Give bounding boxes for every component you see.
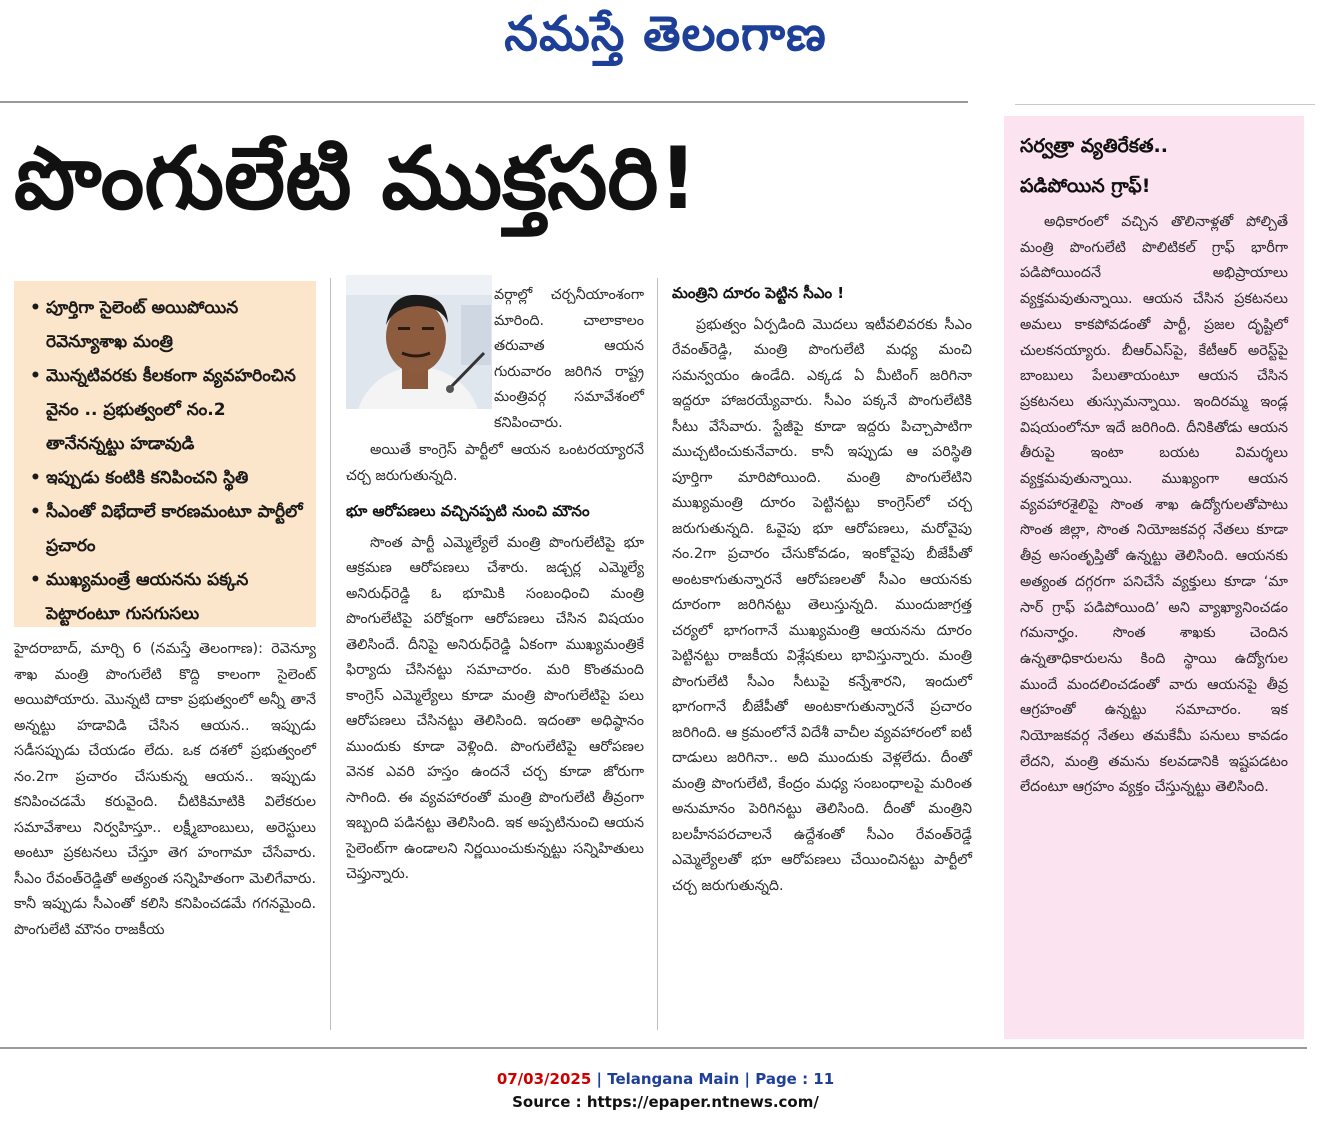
footer-date: 07/03/2025 xyxy=(496,1070,592,1088)
bullet-icon: • xyxy=(30,366,41,386)
article-column-3 xyxy=(672,281,972,899)
highlight-item xyxy=(30,359,306,461)
sidebar-heading-line-1: సర్వత్రా వ్యతిరేకత.. xyxy=(1020,135,1168,157)
headline: పొంగులేటి ముక్తసరి! xyxy=(14,129,698,229)
highlight-item xyxy=(30,461,306,495)
column-divider xyxy=(657,278,658,1030)
highlight-text: మొన్నటివరకు కీలకంగా వ్యవహరించిన వైనం .. ప్రభుత్వంలో నం.2 తానేనన్నట్టు హడావుడి xyxy=(46,366,296,454)
highlight-text: ఇప్పుడు కంటికి కనిపించని స్థితి xyxy=(46,468,249,488)
column-3-subheading: మంత్రిని దూరం పెట్టిన సీఎం ! xyxy=(672,284,845,302)
column-3-text: ప్రభుత్వం ఏర్పడింది మొదలు ఇటీవలివరకు సీఎం రేవంత్‌రెడ్డి, మంత్రి పొంగులేటి మధ్య మంచి సమన్వయం ఉండేది. ఎక్కడ ఏ మీటింగ్ జరిగినా ఇద్దరూ హాజరయ్యేవారు. సీఎం పక్కనే పొంగులేటికి సీటు వేసేవారు. స్టేజీపై కూడా ఇద్దరు పిచ్చాపాటిగా ముచ్చటించుకునేవారు. కానీ ఇప్పుడు ఆ పరిస్థితి పూర్తిగా మారిపోయింది. మంత్రి పొంగులేటిని ముఖ్యమంత్రి దూరం పెట్టినట్టు కాంగ్రెస్‌లో చర్చ జరుగుతున్నది. ఓవైపు భూ ఆరోపణలు, మరోవైపు నం.2గా ప్రచారం చేసుకోవడం, ఇంకోవైపు బీజేపీతో అంటకాగుతున్నారనే ఆరోపణలతో సీఎం ఆయనకు దూరంగా జరిగినట్టు తెలుస్తున్నది. ముందుజాగ్రత్త చర్యలో భాగంగానే ముఖ్యమంత్రి ఆయనను దూరం పెట్టినట్టు రాజకీయ విశ్లేషకులు భావిస్తున్నారు. మంత్రి పొంగులేటి సీఎం సీటుపై కన్నేశారని, ఇందులో భాగంగానే బీజేపీతో అంటకాగుతున్నారనే ప్రచారం జరిగింది. ఆ క్రమంలోనే విదేశీ వాచీల వ్యవహారంలో ఐటీ దాడులు జరిగినా.. అది ముందుకు వెళ్లలేదు. దీంతో మంత్రి పొంగులేటి, కేంద్రం మధ్య సంబంధాలపై మరింత అనుమానం పెరిగినట్టు తెలిసింది. దీంతో మంత్రిని బలహీనపరచాలనే ఉద్దేశంతో సీఎం రేవంత్‌రెడ్డే ఎమ్మెల్యేలతో భూ ఆరోపణలు చేయించినట్టు పార్టీలో చర్చ జరుగుతున్నది. xyxy=(672,316,972,894)
footer xyxy=(0,1068,1331,1114)
bottom-rule xyxy=(0,1047,1307,1049)
bullet-icon: • xyxy=(30,468,41,488)
highlight-item xyxy=(30,563,306,631)
bullet-icon: • xyxy=(30,502,41,522)
column-2-paragraph: అయితే కాంగ్రెస్ పార్టీలో ఆయన ఒంటరయ్యారనే చర్చ జరుగుతున్నది. xyxy=(346,442,644,484)
column-2-text: సొంత పార్టీ ఎమ్మెల్యేలే మంత్రి పొంగులేటిపై భూ ఆక్రమణ ఆరోపణలు చేశారు. జడ్చర్ల ఎమ్మెల్యే అనిరుధ్‌రెడ్డి ఓ భూమికి సంబంధించి మంత్రి పొంగులేటిపై పరోక్షంగా ఆరోపణలు చేసిన విషయం తెలిసిందే. దీనిపై అనిరుధ్‌రెడ్డి ఏకంగా ముఖ్యమంత్రికే ఫిర్యాదు చేసినట్టు సమాచారం. మరి కొంతమంది కాంగ్రెస్ ఎమ్మెల్యేలు కూడా మంత్రి పొంగులేటిపై పలు ఆరోపణలు చేసినట్టు తెలిసింది. ఇదంతా అధిష్ఠానం ముందుకు కూడా వెళ్లింది. పొంగులేటిపై ఆరోపణల వెనక ఎవరి హస్తం ఉందనే చర్చ కూడా జోరుగా సాగింది. ఈ వ్యవహారంతో మంత్రి పొంగులేటి తీవ్రంగా ఇబ్బంది పడినట్టు తెలిసింది. ఇక అప్పటినుంచి ఆయన సైలెంట్‌గా ఉండాలని నిర్ణయించుకున్నట్టు సన్నిహితులు చెప్తున్నారు. xyxy=(346,534,644,882)
highlight-text: ముఖ్యమంత్రే ఆయనను పక్కన పెట్టారంటూ గుసగుసలు xyxy=(46,570,249,624)
column-1-text: హైదరాబాద్, మార్చి 6 (నమస్తే తెలంగాణ): రెవెన్యూ శాఖ మంత్రి పొంగులేటి కొద్ది కాలంగా సైలెంట్ అయిపోయారు. మొన్నటి దాకా ప్రభుత్వంలో అన్నీ తానే అన్నట్టు హడావిడి చేసిన ఆయన.. ఇప్పుడు సడీసప్పుడు చేయడం లేదు. ఒక దశలో ప్రభుత్వంలో నం.2గా ప్రచారం చేసుకున్న ఆయన.. ఇప్పుడు కనిపించడమే కరువైంది. చీటికిమాటికి విలేకరుల సమావేశాలు నిర్వహిస్తూ.. లక్ష్మీబాంబులు, అరెస్టులు అంటూ ప్రకటనలు చేస్తూ తెగ హంగామా చేసేవారు. సీఎం రేవంత్‌రెడ్డితో అత్యంత సన్నిహితంగా మెలిగేవారు. కానీ ఇప్పుడు సీఎంతో కలిసి కనిపించడమే గగనమైంది. పొంగులేటి మౌనం రాజకీయ xyxy=(14,641,316,938)
column-2-intro: వర్గాల్లో చర్చనీయాంశంగా మారింది. చాలాకాలం తరువాత ఆయన గురువారం జరిగిన రాష్ట్ర మంత్రివర్గ సమావేశంలో కనిపించారు. xyxy=(494,287,644,431)
column-divider xyxy=(330,278,331,1030)
footer-edition: | Telangana Main | Page : 11 xyxy=(596,1070,835,1088)
footer-source: Source : https://epaper.ntnews.com/ xyxy=(512,1093,819,1111)
article-column-1 xyxy=(14,637,316,943)
highlight-text: సీఎంతో విభేదాలే కారణమంటూ పార్టీలో ప్రచారం xyxy=(46,502,303,556)
top-rule xyxy=(0,101,968,103)
highlights-box xyxy=(14,281,316,627)
sidebar-text: అధికారంలో వచ్చిన తొలినాళ్లతో పోల్చితే మంత్రి పొంగులేటి పొలిటికల్ గ్రాఫ్ భారీగా పడిపోయిందనే అభిప్రాయాలు వ్యక్తమవుతున్నాయి. ఆయన చేసిన ప్రకటనలు అమలు కాకపోవడంతో పార్టీ, ప్రజల దృష్టిలో చులకనయ్యారు. బీఆర్‌ఎస్‌పై, కేటీఆర్ అరెస్ట్‌పై బాంబులు పేలుతాయంటూ ఆయన చేసిన ప్రకటనలు తుస్సుమన్నాయి. ఇందిరమ్మ ఇండ్ల విషయంలోనూ ఇదే జరిగింది. దీనికితోడు ఆయన తీరుపై ఇంటా బయట విమర్శలు వ్యక్తమవుతున్నాయి. ముఖ్యంగా ఆయన వ్యవహారశైలిపై సొంత శాఖ ఉద్యోగులతోపాటు సొంత జిల్లా, సొంత నియోజకవర్గ నేతలు కూడా తీవ్ర అసంతృప్తితో ఉన్నట్టు తెలిసింది. ఆయనకు అత్యంత దగ్గరగా పనిచేసే వ్యక్తులు కూడా ‘మా సార్ గ్రాఫ్ పడిపోయింది’ అని వ్యాఖ్యానించడం గమనార్హం. సొంత శాఖకు చెందిన ఉన్నతాధికారులను కింది స్థాయి ఉద్యోగుల ముందే మందలించడంతో వారు ఆయనపై తీవ్ర ఆగ్రహంతో ఉన్నట్టు సమాచారం. ఇక నియోజకవర్గ నేతలు తమకేమీ పనులు కావడం లేదని, మంత్రి తమను కలవడానికి ఇష్టపడటం లేదంటూ ఆగ్రహం వ్యక్తం చేస్తున్నట్టు తెలిసింది. xyxy=(1020,214,1288,796)
highlight-item xyxy=(30,495,306,563)
top-rule-right xyxy=(1015,104,1315,105)
masthead-logo: నమస్తే తెలంగాణ xyxy=(504,6,827,62)
highlight-text: పూర్తిగా సైలెంట్ అయిపోయిన రెవెన్యూశాఖ మంత్రి xyxy=(46,298,239,352)
column-2-subheading: భూ ఆరోపణలు వచ్చినప్పటి నుంచి మౌనం xyxy=(346,502,590,520)
bullet-icon: • xyxy=(30,298,41,318)
highlight-item xyxy=(30,291,306,359)
sidebar-heading-line-2: పడిపోయిన గ్రాఫ్! xyxy=(1020,175,1151,197)
sidebar-box xyxy=(1004,116,1304,1039)
article-column-2 xyxy=(346,283,644,888)
bullet-icon: • xyxy=(30,570,41,590)
